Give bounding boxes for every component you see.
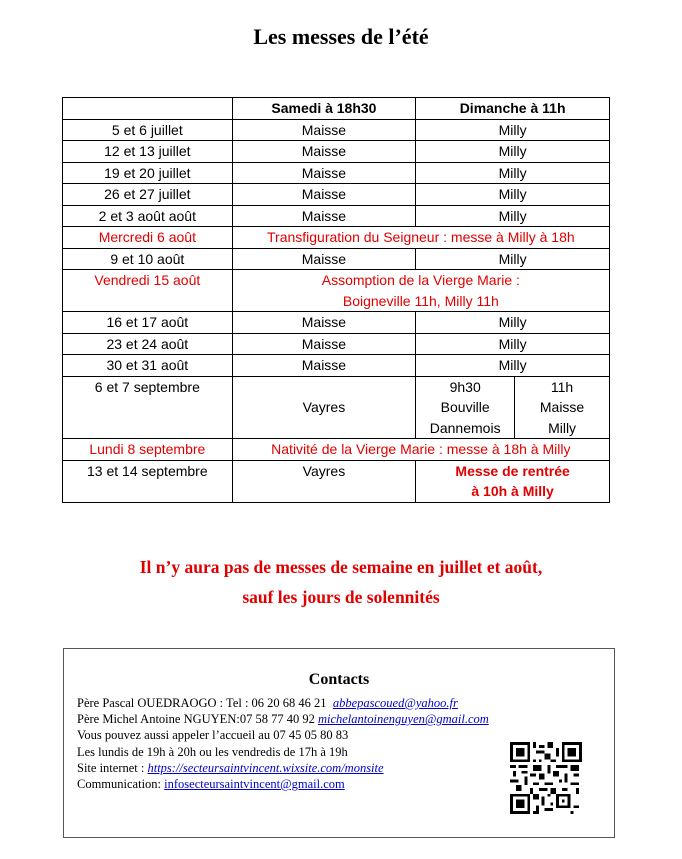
- table-row: [63, 227, 610, 249]
- row-sunday: Milly: [416, 205, 610, 227]
- row-date: Lundi 8 septembre: [63, 439, 233, 461]
- row-saturday: Vayres: [232, 376, 416, 439]
- table-row: [63, 333, 610, 355]
- row-saturday: Maisse: [232, 205, 416, 227]
- sunday-early-place-1: Bouville: [440, 399, 490, 415]
- table-row: [63, 205, 610, 227]
- row-date: 12 et 13 juillet: [63, 141, 233, 163]
- row-saturday: Maisse: [232, 312, 416, 334]
- row-date: 16 et 17 août: [63, 312, 233, 334]
- row-event: Nativité de la Vierge Marie : messe à 18h à Milly: [232, 439, 609, 461]
- row-saturday: Maisse: [232, 248, 416, 270]
- sunday-line-1: Messe de rentrée: [455, 462, 570, 479]
- row-date: 30 et 31 août: [63, 355, 233, 377]
- row-sunday: Milly: [416, 248, 610, 270]
- row-sunday: Milly: [416, 119, 610, 141]
- row-date: 23 et 24 août: [63, 333, 233, 355]
- row-sunday: Milly: [416, 312, 610, 334]
- contact-line-accueil: Vous pouvez aussi appeler l’accueil au 07 45 05 80 83: [77, 728, 349, 743]
- row-sunday-late: [515, 376, 610, 439]
- communication-email-link[interactable]: infosecteursaintvincent@gmail.com: [164, 777, 345, 792]
- table-header-row: [63, 98, 610, 120]
- schedule-table: [62, 97, 610, 503]
- contact-line-pascal: [77, 695, 614, 711]
- row-date: 5 et 6 juillet: [63, 119, 233, 141]
- notice-line-2: sauf les jours de solennités: [242, 587, 440, 607]
- email-link-pascal[interactable]: abbepascoued@yahoo.fr: [332, 696, 458, 710]
- contact-text: Père Michel Antoine NGUYEN:07 58 77 40 92: [77, 712, 315, 727]
- row-sunday: Milly: [416, 333, 610, 355]
- row-event: [232, 270, 609, 312]
- row-sunday: Milly: [416, 141, 610, 163]
- sunday-early-place-2: Dannemois: [429, 419, 501, 436]
- contact-line-michel: [77, 711, 614, 727]
- contacts-title: Contacts: [308, 671, 370, 688]
- row-saturday: Vayres: [232, 460, 416, 502]
- sunday-late-place-2: Milly: [548, 419, 577, 436]
- header-date: [63, 98, 233, 120]
- row-sunday-early: [416, 376, 515, 439]
- table-row: [63, 376, 610, 439]
- sunday-line-2: à 10h à Milly: [471, 483, 554, 499]
- row-sunday: Milly: [416, 162, 610, 184]
- event-line-2: Boigneville 11h, Milly 11h: [342, 292, 499, 309]
- row-date: Mercredi 6 août: [63, 227, 233, 249]
- row-saturday: Maisse: [232, 162, 416, 184]
- contact-text: Père Pascal OUEDRAOGO : Tel : 06 20 68 46 21: [77, 696, 327, 710]
- row-saturday: Maisse: [232, 119, 416, 141]
- table-row: [63, 141, 610, 163]
- email-link-michel[interactable]: michelantoinenguyen@gmail.com: [317, 712, 489, 727]
- row-sunday: [416, 460, 610, 502]
- table-row: [63, 184, 610, 206]
- row-sunday: Milly: [416, 184, 610, 206]
- row-date: 19 et 20 juillet: [63, 162, 233, 184]
- row-date: 26 et 27 juillet: [63, 184, 233, 206]
- notice-line-1: Il n’y aura pas de messes de semaine en juillet et août,: [139, 557, 543, 577]
- row-date: 6 et 7 septembre: [63, 376, 233, 439]
- communication-label: Communication:: [77, 777, 162, 792]
- contacts-box: [63, 648, 615, 838]
- website-label: Site internet :: [77, 760, 145, 775]
- table-row: [63, 248, 610, 270]
- row-saturday: Maisse: [232, 355, 416, 377]
- sunday-late-time: 11h: [550, 378, 574, 395]
- qr-code-icon: [510, 742, 582, 814]
- page-title: Les messes de l’été: [253, 24, 429, 49]
- row-saturday: Maisse: [232, 333, 416, 355]
- website-link[interactable]: https://secteursaintvincent.wixsite.com/monsite: [147, 760, 384, 775]
- notice: [0, 552, 682, 612]
- contact-line-hours: Les lundis de 19h à 20h ou les vendredis de 17h à 19h: [77, 744, 348, 759]
- row-saturday: Maisse: [232, 141, 416, 163]
- sunday-early-time: 9h30: [449, 378, 481, 395]
- table-row: [63, 439, 610, 461]
- row-date: Vendredi 15 août: [63, 270, 233, 312]
- row-sunday: Milly: [416, 355, 610, 377]
- row-event: Transfiguration du Seigneur : messe à Milly à 18h: [232, 227, 609, 249]
- header-saturday: Samedi à 18h30: [232, 98, 416, 120]
- sunday-late-place-1: Maisse: [539, 399, 585, 415]
- event-line-1: Assomption de la Vierge Marie :: [321, 272, 520, 288]
- row-date: 13 et 14 septembre: [63, 460, 233, 502]
- table-row: [63, 460, 610, 502]
- header-sunday: Dimanche à 11h: [416, 98, 610, 120]
- row-saturday: Maisse: [232, 184, 416, 206]
- row-date: 2 et 3 août août: [63, 205, 233, 227]
- table-row: [63, 162, 610, 184]
- table-row: [63, 270, 610, 312]
- table-row: [63, 355, 610, 377]
- table-row: [63, 119, 610, 141]
- table-row: [63, 312, 610, 334]
- row-date: 9 et 10 août: [63, 248, 233, 270]
